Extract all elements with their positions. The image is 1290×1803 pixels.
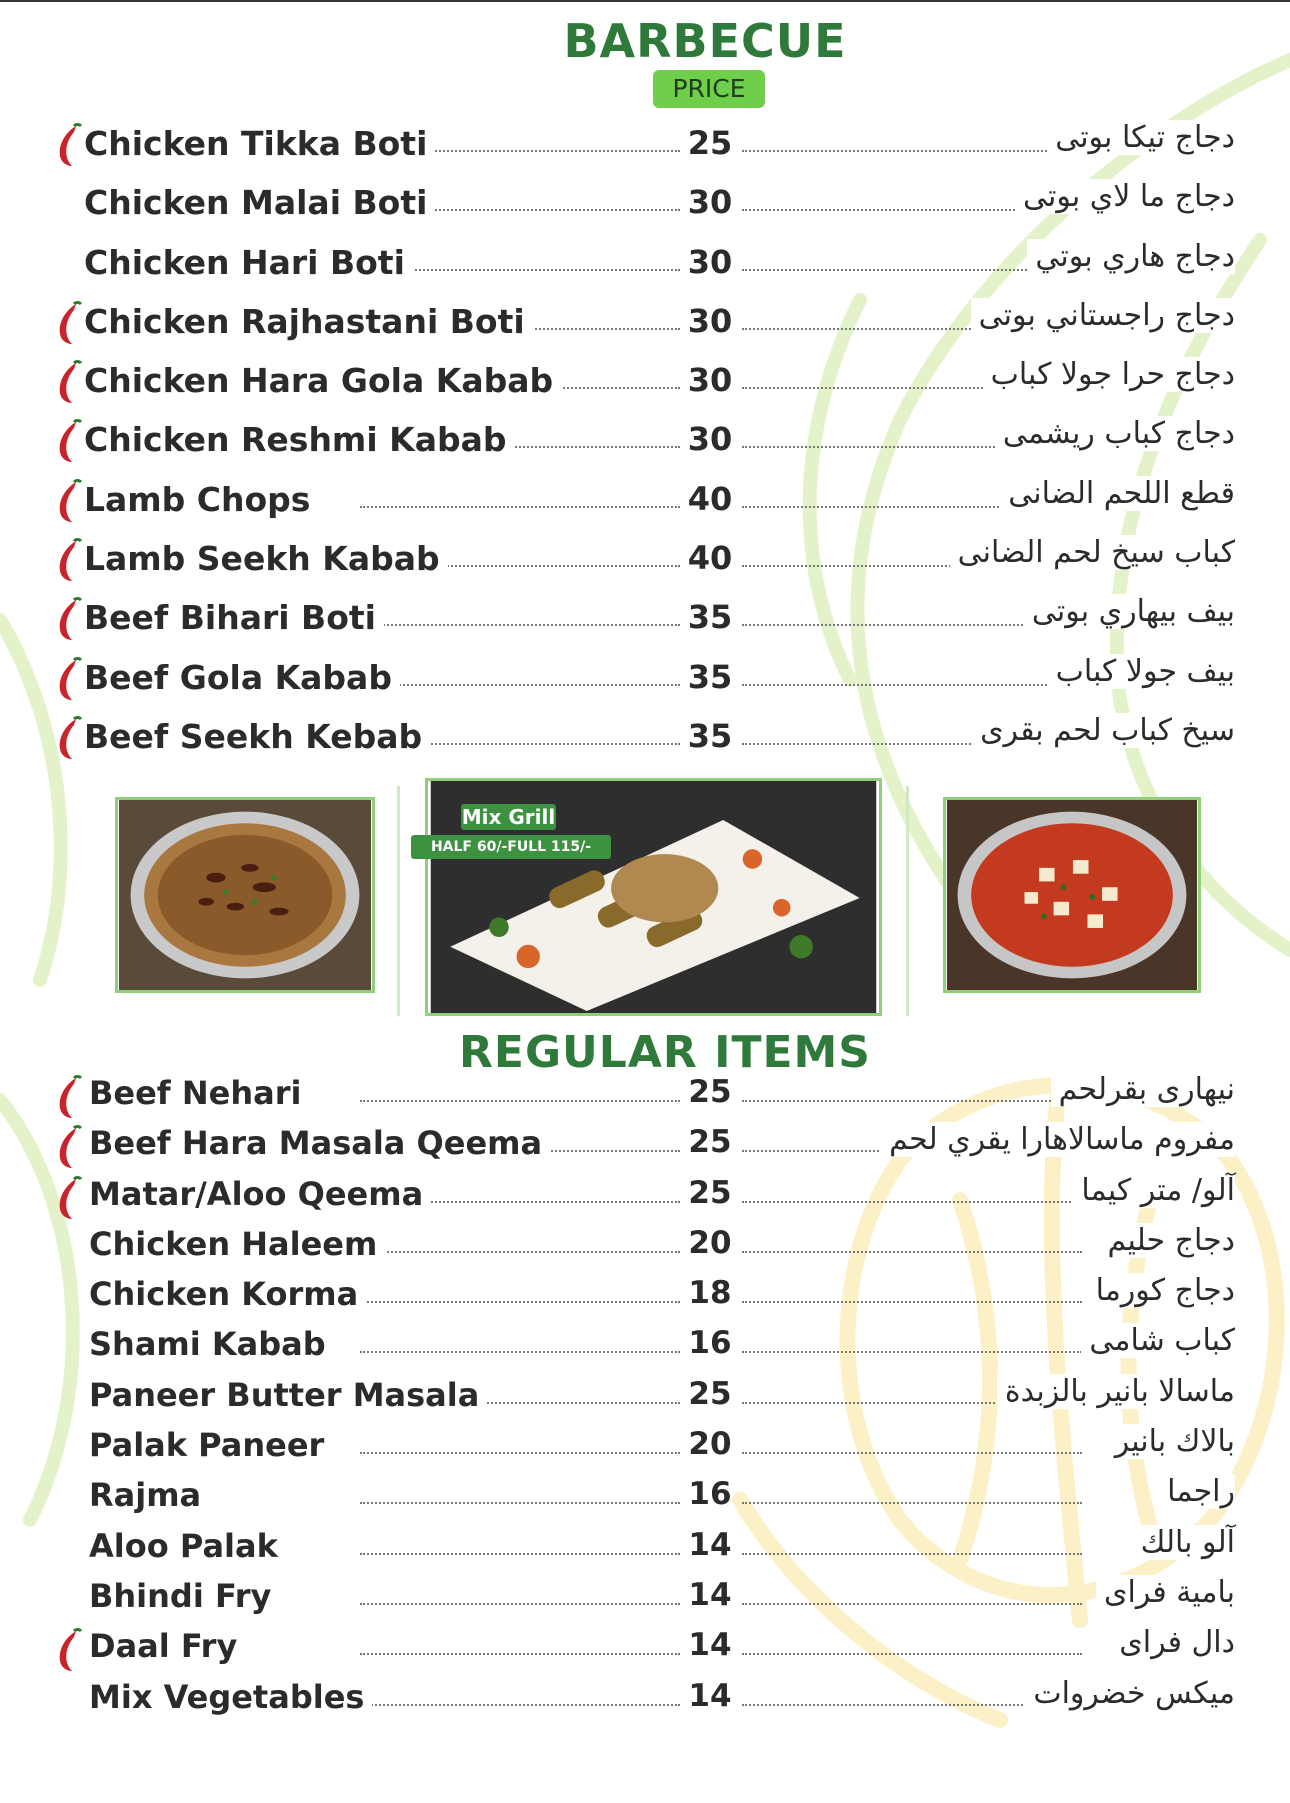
menu-item [0, 652, 1290, 711]
dot-leader [360, 1351, 680, 1353]
barbecue-title: BARBECUE [563, 14, 847, 68]
item-price: 20 [688, 1224, 732, 1261]
item-name-ar: كباب سيخ لحم الضانى [950, 535, 1235, 570]
chili-icon [50, 122, 84, 168]
item-price: 30 [687, 301, 733, 340]
menu-item [0, 1271, 1290, 1321]
dot-leader [360, 1251, 680, 1253]
menu-item [0, 711, 1290, 770]
item-price: 40 [687, 539, 733, 578]
item-price: 25 [687, 124, 733, 162]
dot-leader [742, 1251, 1082, 1253]
item-name-ar: آلو بالك [1133, 1525, 1235, 1560]
item-price: 25 [688, 1074, 732, 1110]
item-name-en: Bhindi Fry [89, 1577, 279, 1615]
menu-item [0, 1070, 1290, 1120]
chili-icon [50, 715, 84, 761]
menu-item [0, 1422, 1290, 1472]
dot-leader [360, 1502, 680, 1504]
item-price: 18 [688, 1275, 732, 1312]
item-price: 25 [688, 1174, 732, 1211]
mix-grill-label: Mix Grill [461, 805, 556, 829]
chili-icon [50, 478, 84, 524]
item-name-ar: ماسالا بانير بالزبدة [997, 1374, 1235, 1409]
menu-item [0, 533, 1290, 592]
item-name-en: Chicken Tikka Boti [84, 124, 435, 163]
chili-icon [50, 1175, 84, 1221]
dot-leader [742, 684, 1082, 686]
item-price: 14 [688, 1627, 732, 1664]
item-name-en: Beef Seekh Kebab [84, 717, 430, 756]
chili-icon [50, 359, 84, 405]
dot-leader [742, 1301, 1082, 1303]
menu-item [0, 177, 1290, 236]
item-price: 35 [687, 716, 733, 755]
item-price: 35 [687, 657, 733, 696]
item-name-ar: نيهارى بقرلحم [1051, 1072, 1235, 1107]
item-name-ar: دجاج راجستاني بوتى [971, 298, 1235, 333]
item-name-en: Lamb Chops [84, 480, 318, 519]
item-name-ar: سيخ كباب لحم بقرى [972, 713, 1235, 748]
item-price: 30 [687, 361, 733, 400]
item-price: 30 [687, 242, 733, 281]
item-name-en: Chicken Reshmi Kabab [84, 420, 514, 459]
dot-leader [360, 1653, 680, 1655]
menu-item [0, 1221, 1290, 1271]
chili-icon [50, 300, 84, 346]
paneer-photo [943, 797, 1201, 993]
item-name-en: Chicken Korma [89, 1275, 366, 1313]
dot-leader [742, 1653, 1082, 1655]
item-name-ar: دجاج هاري بوتي [1027, 239, 1235, 274]
item-name-en: Beef Nehari [89, 1074, 309, 1112]
item-name-ar: دجاج كباب ريشمى [995, 416, 1235, 451]
item-name-ar: راجما [1159, 1474, 1235, 1509]
menu-item [0, 237, 1290, 296]
item-name-ar: دجاج تيكا بوتى [1047, 120, 1235, 155]
regular-items-title: REGULAR ITEMS [459, 1027, 871, 1078]
dot-leader [742, 1603, 1082, 1605]
dot-leader [742, 1351, 1082, 1353]
item-price: 40 [687, 479, 733, 518]
item-price: 14 [688, 1526, 732, 1563]
menu-item [0, 1472, 1290, 1522]
item-name-ar: كباب شامى [1081, 1323, 1235, 1358]
item-price: 30 [687, 420, 733, 459]
menu-item [0, 1623, 1290, 1673]
nehari-bowl-image [118, 800, 372, 990]
chili-icon [50, 418, 84, 464]
item-name-en: Lamb Seekh Kabab [84, 539, 448, 578]
dot-leader [742, 1502, 1082, 1504]
chili-icon [50, 596, 84, 642]
menu-item [0, 414, 1290, 473]
item-price: 14 [688, 1677, 732, 1714]
dot-leader [360, 624, 680, 626]
dot-leader [742, 1553, 1082, 1555]
item-name-en: Chicken Malai Boti [84, 183, 435, 222]
item-name-en: Daal Fry [89, 1627, 245, 1665]
item-name-en: Mix Vegetables [89, 1678, 372, 1716]
item-name-ar: دجاج حرا جولا كباب [983, 357, 1235, 392]
menu-item [0, 355, 1290, 414]
item-name-en: Shami Kabab [89, 1325, 334, 1363]
top-border [0, 0, 1290, 2]
item-name-ar: بيف جولا كباب [1048, 654, 1235, 689]
dot-leader [742, 1452, 1082, 1454]
item-name-en: Chicken Hari Boti [84, 243, 413, 282]
dot-leader [742, 1201, 1082, 1203]
item-name-ar: بامية فراى [1096, 1575, 1235, 1610]
item-price: 16 [688, 1325, 732, 1362]
item-price: 20 [688, 1426, 732, 1463]
item-name-en: Palak Paneer [89, 1426, 332, 1464]
chili-icon [50, 656, 84, 702]
item-name-en: Aloo Palak [89, 1527, 286, 1565]
item-name-ar: قطع اللحم الضانى [1000, 476, 1235, 511]
item-name-en: Beef Hara Masala Qeema [89, 1124, 550, 1162]
menu-item [0, 1523, 1290, 1573]
item-name-ar: بالاك بانير [1107, 1424, 1235, 1459]
dot-leader [742, 150, 1082, 152]
item-name-en: Beef Bihari Boti [84, 598, 384, 637]
nehari-photo [115, 797, 375, 993]
item-price: 16 [688, 1476, 732, 1513]
dot-leader [360, 506, 680, 508]
item-name-en: Chicken Hara Gola Kabab [84, 361, 561, 400]
item-name-ar: دجاج حليم [1100, 1223, 1235, 1258]
dot-leader [742, 1100, 1082, 1102]
item-name-ar: ميكس خضروات [1025, 1676, 1235, 1711]
dot-leader [360, 1100, 680, 1102]
item-price: 35 [687, 598, 733, 637]
item-name-ar: دال فراى [1111, 1625, 1235, 1660]
barbecue-list [0, 118, 1290, 770]
item-price: 14 [688, 1576, 732, 1613]
paneer-bowl-image [946, 800, 1198, 990]
menu-item [0, 1321, 1290, 1371]
dot-leader [360, 1603, 680, 1605]
chili-icon [50, 1627, 84, 1673]
item-price: 30 [687, 183, 733, 222]
dot-leader [360, 1301, 680, 1303]
menu-item [0, 1171, 1290, 1221]
item-name-en: Chicken Rajhastani Boti [84, 302, 533, 341]
price-badge: PRICE [653, 70, 765, 108]
item-name-en: Paneer Butter Masala [89, 1376, 487, 1414]
item-name-en: Matar/Aloo Qeema [89, 1175, 431, 1213]
item-name-ar: آلو/ متر كيما [1073, 1173, 1235, 1208]
item-name-en: Rajma [89, 1476, 209, 1514]
menu-item [0, 1120, 1290, 1170]
regular-items-list [0, 1070, 1290, 1724]
dot-leader [360, 684, 680, 686]
item-name-ar: دجاج ما لاي بوتى [1015, 179, 1235, 214]
item-name-en: Beef Gola Kabab [84, 658, 400, 697]
dot-leader [360, 1553, 680, 1555]
item-name-ar: دجاج كورما [1088, 1273, 1235, 1308]
menu-item [0, 296, 1290, 355]
item-name-en: Chicken Haleem [89, 1225, 385, 1263]
item-price: 25 [688, 1124, 732, 1161]
menu-item [0, 1372, 1290, 1422]
photo-divider [397, 786, 400, 1016]
menu-item [0, 1573, 1290, 1623]
mix-grill-price: HALF 60/-FULL 115/- [411, 835, 611, 859]
menu-item [0, 1674, 1290, 1724]
menu-item [0, 592, 1290, 651]
dot-leader [360, 1452, 680, 1454]
chili-icon [50, 1124, 84, 1170]
menu-item [0, 474, 1290, 533]
chili-icon [50, 1074, 84, 1120]
item-name-ar: مفروم ماسالاهارا يقري لحم [881, 1122, 1235, 1157]
item-name-ar: بيف بيهاري بوتى [1024, 594, 1235, 629]
item-price: 25 [688, 1375, 732, 1412]
dot-leader [360, 1704, 680, 1706]
photo-divider [906, 786, 909, 1016]
menu-item [0, 118, 1290, 177]
chili-icon [50, 537, 84, 583]
